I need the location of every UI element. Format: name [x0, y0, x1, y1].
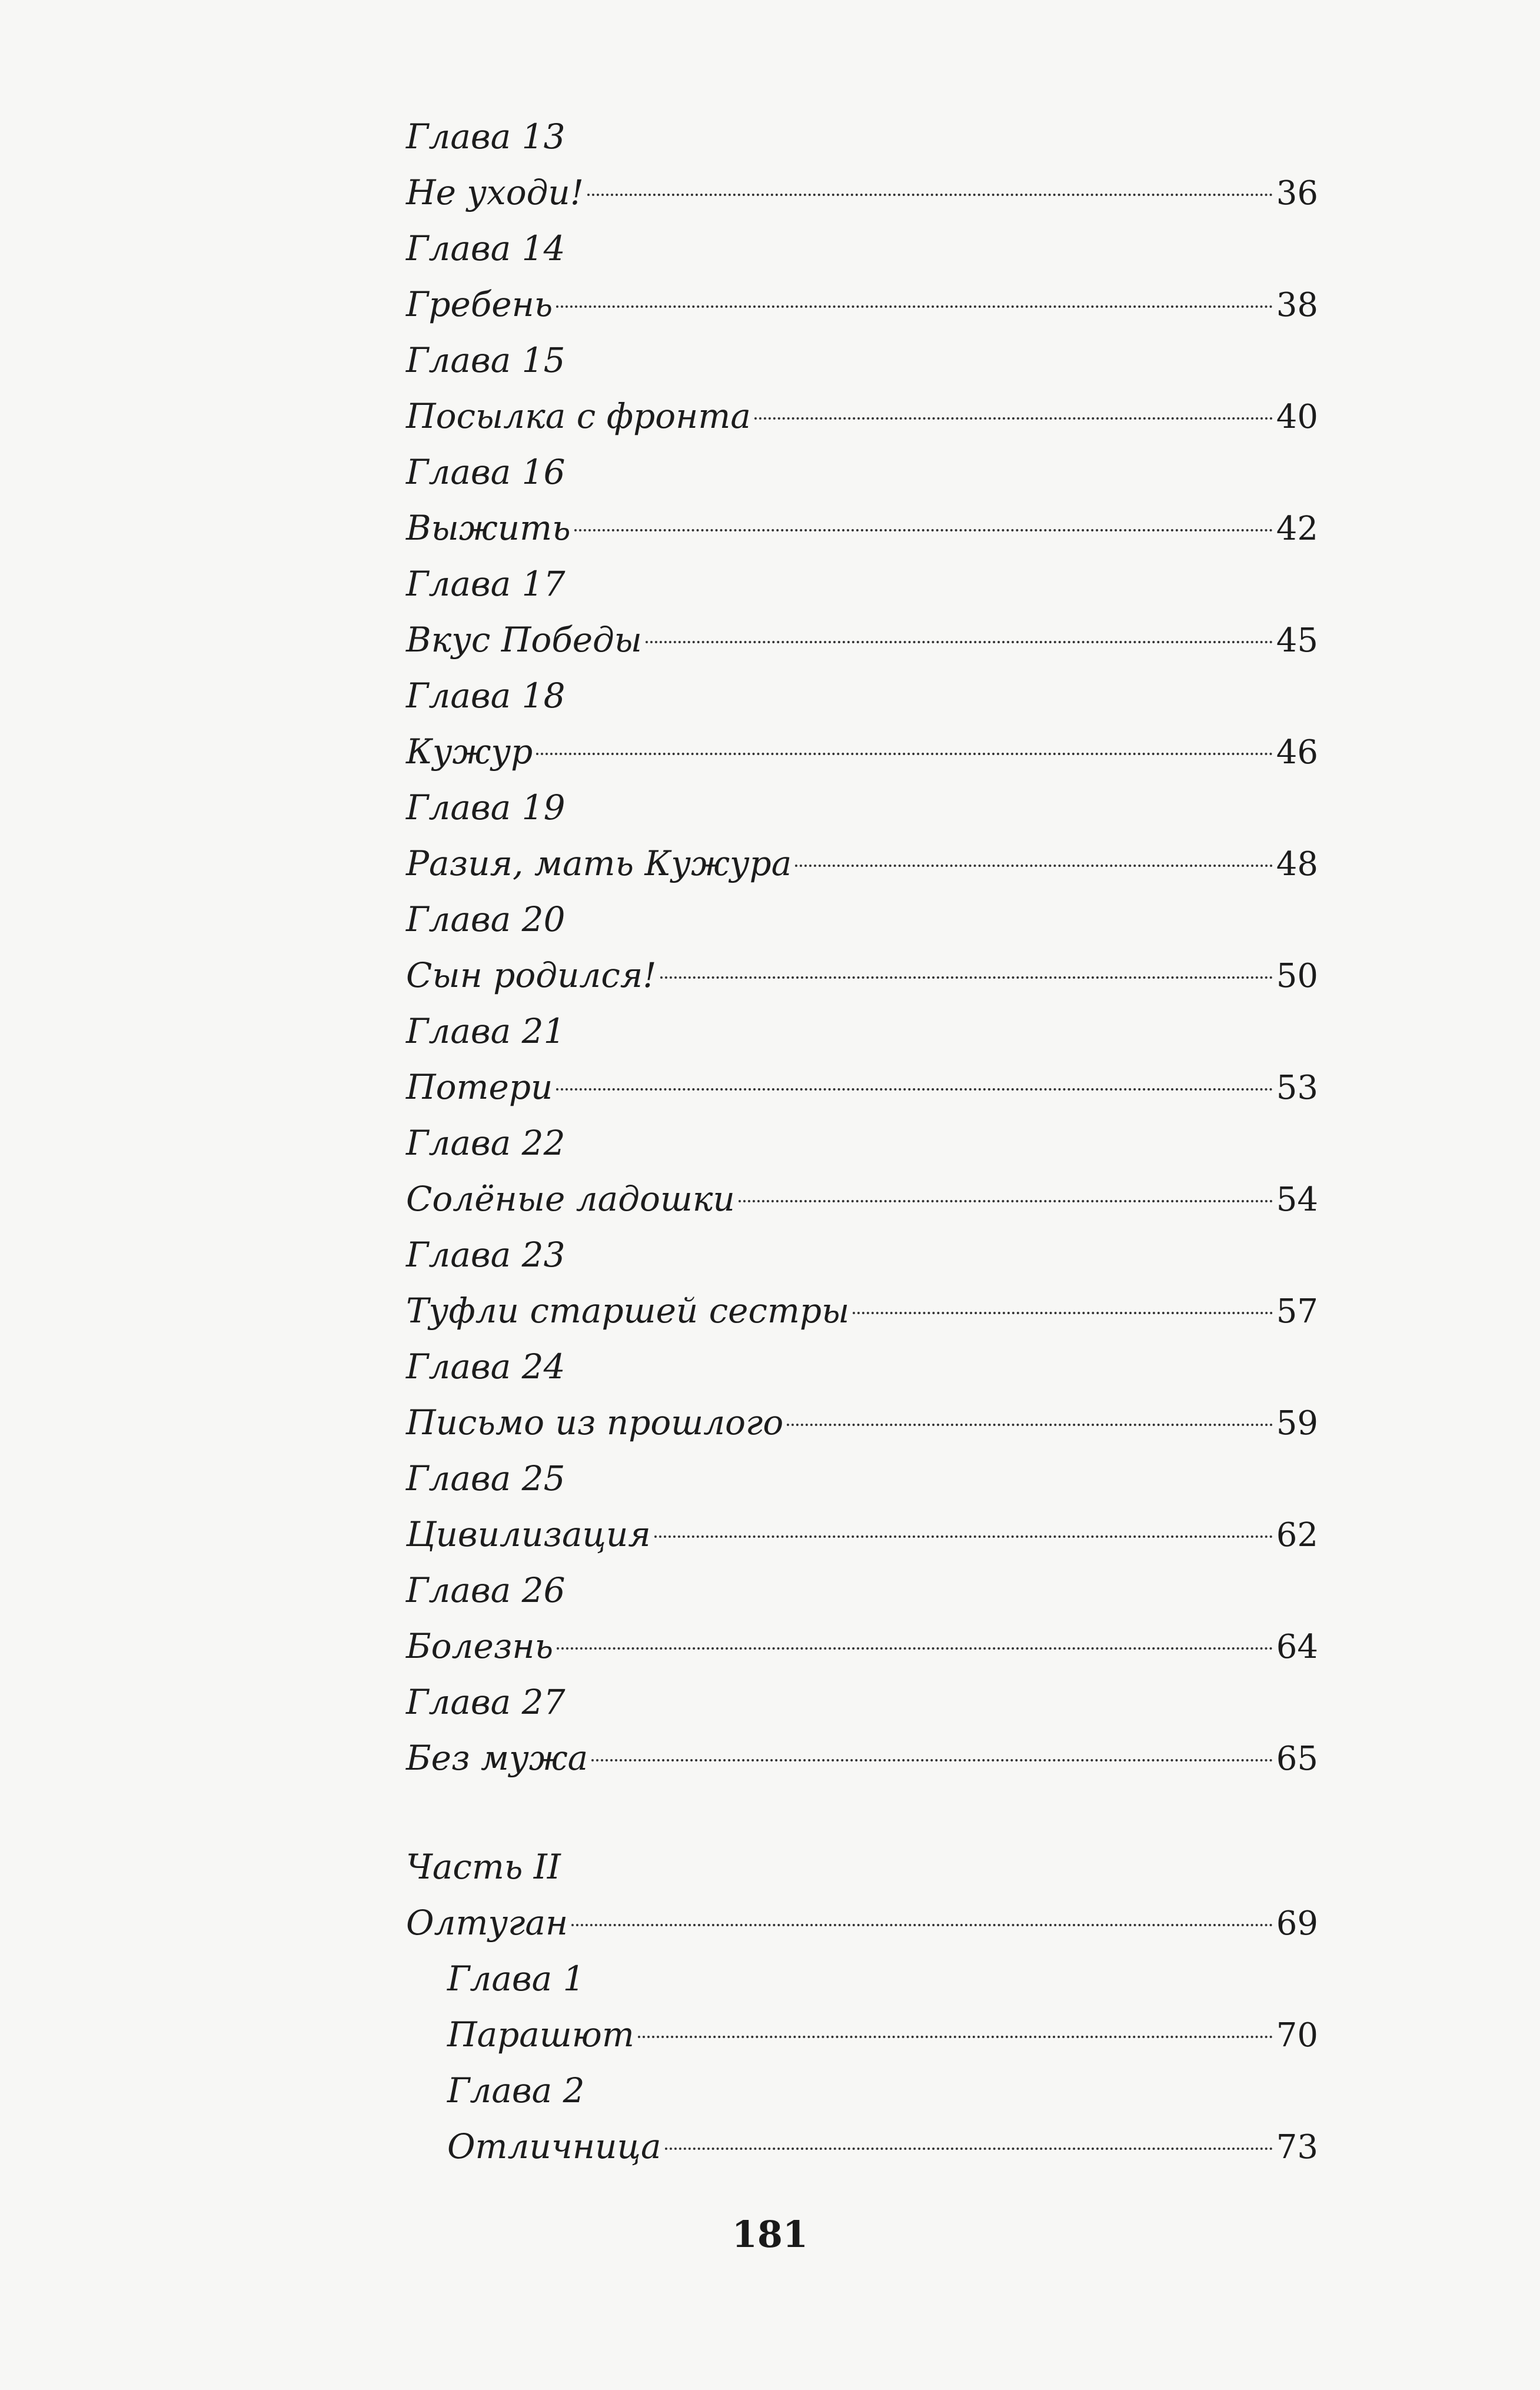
chapter-title: Цивилизация [406, 1514, 651, 1554]
chapter-number: Глава 20 [406, 899, 566, 939]
chapter-title: Солёные ладошки [406, 1179, 735, 1219]
part-heading-line [406, 1839, 1318, 1895]
chapter-number: Глава 24 [406, 1347, 566, 1387]
dot-leader [646, 641, 1273, 643]
page-number: 54 [1276, 1181, 1318, 1219]
chapter-title: Без мужа [406, 1738, 588, 1778]
chapter-number: Глава 21 [406, 1011, 566, 1051]
chapter-heading-line [447, 2063, 1318, 2119]
page-number: 59 [1276, 1404, 1318, 1442]
toc-chapter-entry[interactable] [406, 1115, 1318, 1227]
dot-leader [591, 1759, 1272, 1761]
dot-leader [660, 976, 1273, 979]
chapter-title-line [447, 2119, 1318, 2175]
chapter-heading-line [406, 109, 1318, 165]
chapter-number: Глава 14 [406, 228, 566, 268]
chapter-heading-line [406, 1115, 1318, 1171]
chapter-heading-line [406, 1451, 1318, 1507]
page-number: 48 [1276, 845, 1318, 883]
chapter-heading-line [406, 1674, 1318, 1730]
dot-leader [754, 417, 1273, 420]
chapter-title-line [406, 388, 1318, 444]
chapter-heading-line [406, 1003, 1318, 1059]
chapter-title: Кужур [406, 732, 533, 772]
part-title-line [406, 1895, 1318, 1951]
chapter-title-line [406, 1395, 1318, 1451]
toc-chapter-entry[interactable] [447, 1951, 1318, 2063]
chapter-number: Глава 15 [406, 340, 566, 380]
page-number: 42 [1276, 510, 1318, 548]
dot-leader [654, 1535, 1273, 1538]
chapter-title-line [406, 277, 1318, 333]
chapter-heading-line [406, 556, 1318, 612]
part2-chapter-list [406, 1951, 1318, 2175]
toc-chapter-entry[interactable] [406, 668, 1318, 780]
chapter-number: Глава 19 [406, 787, 566, 827]
toc-part-entry[interactable] [406, 1839, 1318, 1951]
chapter-number: Глава 23 [406, 1235, 566, 1275]
dot-leader [557, 1647, 1273, 1650]
chapter-number: Глава 17 [406, 564, 566, 604]
page-number: 57 [1276, 1292, 1318, 1331]
chapter-number: Глава 25 [406, 1458, 566, 1498]
dot-leader [665, 2148, 1273, 2150]
dot-leader [574, 529, 1273, 531]
toc-chapter-entry[interactable] [406, 221, 1318, 333]
chapter-title: Парашют [447, 2015, 634, 2055]
chapter-number: Глава 1 [447, 1959, 585, 1999]
page-folio: 181 [731, 2213, 809, 2256]
page-number: 50 [1276, 957, 1318, 995]
chapter-heading-line [406, 668, 1318, 724]
page-number: 69 [1276, 1904, 1318, 1943]
chapter-number: Глава 27 [406, 1682, 566, 1722]
chapter-title: Выжить [406, 508, 571, 548]
toc-chapter-entry[interactable] [406, 1227, 1318, 1339]
toc-chapter-entry[interactable] [406, 444, 1318, 556]
toc-chapter-entry[interactable] [406, 556, 1318, 668]
chapter-title: Гребень [406, 284, 553, 324]
dot-leader [638, 2036, 1273, 2038]
page-number: 36 [1276, 174, 1318, 212]
chapter-heading-line [406, 333, 1318, 388]
chapter-heading-line [406, 780, 1318, 836]
chapter-title: Отличница [447, 2126, 661, 2166]
chapter-number: Глава 18 [406, 676, 566, 716]
part-gap [406, 1786, 1318, 1839]
chapter-title: Туфли старшей сестры [406, 1291, 850, 1331]
chapter-title: Сын родился! [406, 955, 657, 995]
chapter-title-line [406, 500, 1318, 556]
page-number: 45 [1276, 621, 1318, 660]
chapter-heading-line [406, 1339, 1318, 1395]
chapter-title-line [406, 1507, 1318, 1563]
toc-chapter-entry[interactable] [406, 1563, 1318, 1674]
page-number: 73 [1276, 2128, 1318, 2166]
chapter-title: Письмо из прошлого [406, 1402, 784, 1442]
page-number: 62 [1276, 1516, 1318, 1554]
dot-leader [556, 1088, 1272, 1091]
chapter-title-line [406, 612, 1318, 668]
chapter-number: Глава 2 [447, 2070, 585, 2110]
dot-leader [787, 1424, 1272, 1426]
dot-leader [587, 194, 1273, 196]
chapter-number: Глава 22 [406, 1123, 566, 1163]
toc-chapter-entry[interactable] [406, 1674, 1318, 1786]
toc-chapter-entry[interactable] [447, 2063, 1318, 2175]
chapter-number: Глава 16 [406, 452, 566, 492]
chapter-heading-line [406, 221, 1318, 277]
part1-chapter-list [406, 109, 1318, 1786]
toc-chapter-entry[interactable] [406, 109, 1318, 221]
page-number: 53 [1276, 1069, 1318, 1107]
page-number: 40 [1276, 398, 1318, 436]
chapter-heading-line [406, 444, 1318, 500]
chapter-heading-line [447, 1951, 1318, 2007]
dot-leader [739, 1200, 1273, 1202]
chapter-title-line [447, 2007, 1318, 2063]
dot-leader [536, 753, 1273, 755]
part-heading: Часть II [406, 1847, 561, 1887]
chapter-heading-line [406, 1563, 1318, 1618]
table-of-contents [406, 109, 1318, 2175]
chapter-title: Болезнь [406, 1626, 554, 1666]
chapter-number: Глава 13 [406, 117, 566, 157]
dot-leader [571, 1924, 1273, 1926]
chapter-title-line [406, 1283, 1318, 1339]
chapter-title: Не уходи! [406, 172, 584, 212]
page-number: 64 [1276, 1628, 1318, 1666]
chapter-title-line [406, 1618, 1318, 1674]
chapter-title: Посылка с фронта [406, 396, 751, 436]
page-number: 70 [1276, 2016, 1318, 2055]
chapter-number: Глава 26 [406, 1570, 566, 1610]
chapter-title-line [406, 836, 1318, 892]
chapter-heading-line [406, 1227, 1318, 1283]
chapter-title-line [406, 165, 1318, 221]
part-title: Олтуган [406, 1903, 568, 1943]
toc-chapter-entry[interactable] [406, 1451, 1318, 1563]
toc-chapter-entry[interactable] [406, 1003, 1318, 1115]
toc-chapter-entry[interactable] [406, 892, 1318, 1003]
page-number: 46 [1276, 733, 1318, 772]
chapter-title-line [406, 1059, 1318, 1115]
toc-chapter-entry[interactable] [406, 333, 1318, 444]
toc-chapter-entry[interactable] [406, 780, 1318, 892]
chapter-title-line [406, 1730, 1318, 1786]
chapter-title: Потери [406, 1067, 553, 1107]
chapter-title-line [406, 1171, 1318, 1227]
page-number: 38 [1276, 286, 1318, 324]
dot-leader [556, 305, 1272, 308]
chapter-title: Разия, мать Кужура [406, 843, 792, 883]
dot-leader [795, 865, 1272, 867]
toc-chapter-entry[interactable] [406, 1339, 1318, 1451]
chapter-title-line [406, 724, 1318, 780]
chapter-title: Вкус Победы [406, 620, 643, 660]
chapter-title-line [406, 948, 1318, 1003]
page-number: 65 [1276, 1740, 1318, 1778]
chapter-heading-line [406, 892, 1318, 948]
dot-leader [853, 1312, 1272, 1314]
